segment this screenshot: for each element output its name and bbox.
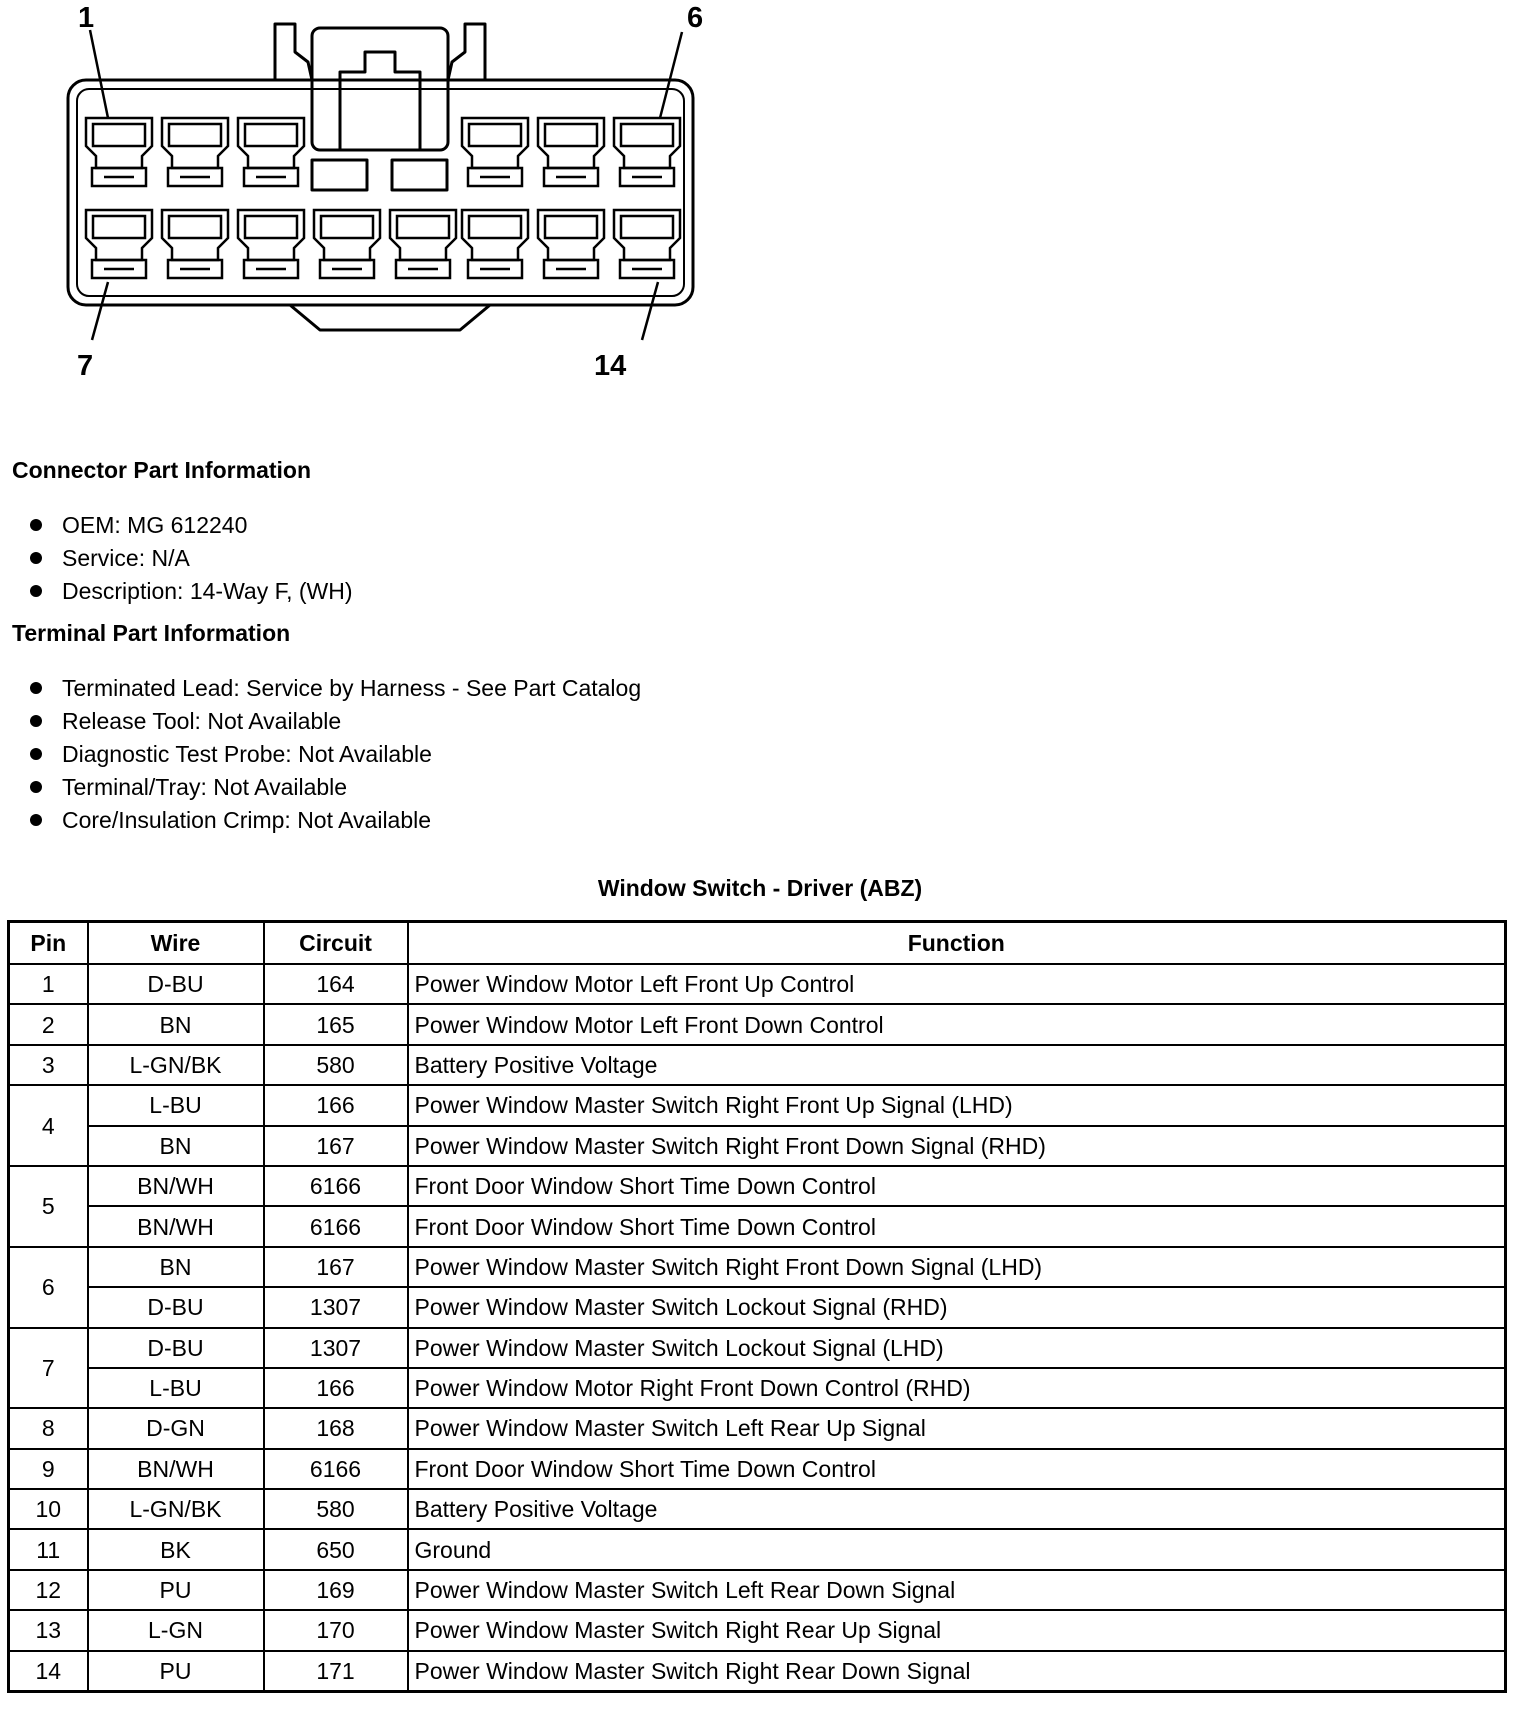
- table-row: [9, 1570, 1506, 1610]
- table-row: [9, 1166, 1506, 1206]
- wire-cell: PU: [88, 1570, 264, 1610]
- table-row: [9, 1287, 1506, 1327]
- function-cell: Power Window Master Switch Right Front Up Signal (LHD): [408, 1085, 1506, 1125]
- table-header-row: [9, 922, 1506, 965]
- table-row: [9, 1610, 1506, 1650]
- circuit-cell: 6166: [264, 1166, 408, 1206]
- circuit-cell: 580: [264, 1045, 408, 1085]
- terminal-cavity: [614, 210, 680, 260]
- list-item: Description: 14-Way F, (WH): [28, 575, 353, 608]
- circuit-cell: 580: [264, 1489, 408, 1529]
- connector-info-heading: Connector Part Information: [12, 457, 312, 483]
- table-row: [9, 1126, 1506, 1166]
- list-item: Core/Insulation Crimp: Not Available: [28, 804, 641, 837]
- function-cell: Battery Positive Voltage: [408, 1489, 1506, 1529]
- pin-cell: 3: [9, 1045, 88, 1085]
- column-header-function: Function: [408, 922, 1506, 965]
- terminal-cavity: [162, 210, 228, 260]
- wire-cell: PU: [88, 1651, 264, 1692]
- connector-info-list: [28, 509, 353, 608]
- function-cell: Power Window Motor Left Front Up Control: [408, 964, 1506, 1004]
- terminal-cavity: [86, 210, 152, 260]
- bullet-icon: [30, 585, 42, 597]
- table-row: [9, 1206, 1506, 1246]
- pin-cell: 13: [9, 1610, 88, 1650]
- table-row: [9, 1529, 1506, 1569]
- circuit-cell: 166: [264, 1085, 408, 1125]
- circuit-cell: 1307: [264, 1287, 408, 1327]
- table-row: [9, 1408, 1506, 1448]
- bullet-icon: [30, 814, 42, 826]
- table-row: [9, 1489, 1506, 1529]
- function-cell: Ground: [408, 1529, 1506, 1569]
- table-row: [9, 1247, 1506, 1287]
- wire-cell: D-BU: [88, 1328, 264, 1368]
- wire-cell: D-BU: [88, 964, 264, 1004]
- pin-cell: 4: [9, 1085, 88, 1166]
- function-cell: Power Window Motor Right Front Down Control (RHD): [408, 1368, 1506, 1408]
- pin-cell: 14: [9, 1651, 88, 1692]
- wire-cell: L-GN/BK: [88, 1489, 264, 1529]
- circuit-cell: 169: [264, 1570, 408, 1610]
- list-item: Service: N/A: [28, 542, 353, 575]
- wire-cell: D-GN: [88, 1408, 264, 1448]
- table-row: [9, 1368, 1506, 1408]
- terminal-cavity: [390, 210, 456, 260]
- bullet-icon: [30, 682, 42, 694]
- pin-cell: 1: [9, 964, 88, 1004]
- column-header-wire: Wire: [88, 922, 264, 965]
- circuit-cell: 650: [264, 1529, 408, 1569]
- function-cell: Power Window Motor Left Front Down Control: [408, 1004, 1506, 1044]
- table-row: [9, 1085, 1506, 1125]
- bullet-icon: [30, 748, 42, 760]
- terminal-cavity: [314, 210, 380, 260]
- function-cell: Front Door Window Short Time Down Control: [408, 1166, 1506, 1206]
- circuit-cell: 167: [264, 1126, 408, 1166]
- table-row: [9, 1651, 1506, 1692]
- function-cell: Power Window Master Switch Right Front Down Signal (LHD): [408, 1247, 1506, 1287]
- circuit-cell: 171: [264, 1651, 408, 1692]
- connector-outline: [50, 0, 730, 400]
- circuit-cell: 6166: [264, 1449, 408, 1489]
- table-title: Window Switch - Driver (ABZ): [597, 875, 923, 901]
- pin-cell: 9: [9, 1449, 88, 1489]
- pin-cell: 2: [9, 1004, 88, 1044]
- wire-cell: L-BU: [88, 1368, 264, 1408]
- wire-cell: BK: [88, 1529, 264, 1569]
- terminal-info-list: [28, 672, 641, 837]
- terminal-cavity: [614, 118, 680, 168]
- terminal-info-heading: Terminal Part Information: [12, 620, 291, 646]
- function-cell: Power Window Master Switch Right Rear Up Signal: [408, 1610, 1506, 1650]
- terminal-cavity: [238, 210, 304, 260]
- pin-callout-7: 7: [77, 350, 94, 382]
- wire-cell: BN/WH: [88, 1449, 264, 1489]
- list-item: Release Tool: Not Available: [28, 705, 641, 738]
- function-cell: Power Window Master Switch Right Front Down Signal (RHD): [408, 1126, 1506, 1166]
- function-cell: Battery Positive Voltage: [408, 1045, 1506, 1085]
- pin-cell: 5: [9, 1166, 88, 1247]
- function-cell: Power Window Master Switch Right Rear Down Signal: [408, 1651, 1506, 1692]
- wire-cell: L-GN: [88, 1610, 264, 1650]
- pin-callout-14: 14: [594, 350, 627, 382]
- circuit-cell: 166: [264, 1368, 408, 1408]
- bullet-icon: [30, 715, 42, 727]
- wire-cell: BN: [88, 1004, 264, 1044]
- pin-cell: 7: [9, 1328, 88, 1409]
- connector-face-diagram: [50, 0, 730, 400]
- list-item: Diagnostic Test Probe: Not Available: [28, 738, 641, 771]
- list-item: Terminated Lead: Service by Harness - See Part Catalog: [28, 672, 641, 705]
- wire-cell: D-BU: [88, 1287, 264, 1327]
- list-item: OEM: MG 612240: [28, 509, 353, 542]
- circuit-cell: 1307: [264, 1328, 408, 1368]
- circuit-cell: 164: [264, 964, 408, 1004]
- function-cell: Front Door Window Short Time Down Control: [408, 1206, 1506, 1246]
- terminal-cavity: [238, 118, 304, 168]
- terminal-cavity: [162, 118, 228, 168]
- function-cell: Front Door Window Short Time Down Control: [408, 1449, 1506, 1489]
- column-header-pin: Pin: [9, 922, 88, 965]
- wire-cell: BN: [88, 1126, 264, 1166]
- pin-cell: 8: [9, 1408, 88, 1448]
- circuit-cell: 170: [264, 1610, 408, 1650]
- function-cell: Power Window Master Switch Lockout Signal (LHD): [408, 1328, 1506, 1368]
- terminal-cavity: [538, 210, 604, 260]
- circuit-cell: 168: [264, 1408, 408, 1448]
- pin-callout-1: 1: [78, 2, 95, 34]
- bullet-icon: [30, 781, 42, 793]
- terminal-cavity: [86, 118, 152, 168]
- table-row: [9, 964, 1506, 1004]
- pin-cell: 6: [9, 1247, 88, 1328]
- pin-cell: 11: [9, 1529, 88, 1569]
- table-row: [9, 1004, 1506, 1044]
- bullet-icon: [30, 552, 42, 564]
- wire-cell: BN/WH: [88, 1206, 264, 1246]
- circuit-cell: 6166: [264, 1206, 408, 1246]
- function-cell: Power Window Master Switch Left Rear Up Signal: [408, 1408, 1506, 1448]
- pin-callout-6: 6: [687, 2, 704, 34]
- wire-cell: BN/WH: [88, 1166, 264, 1206]
- terminal-cavity: [462, 210, 528, 260]
- wire-cell: BN: [88, 1247, 264, 1287]
- table-row: [9, 1045, 1506, 1085]
- function-cell: Power Window Master Switch Left Rear Down Signal: [408, 1570, 1506, 1610]
- list-item: Terminal/Tray: Not Available: [28, 771, 641, 804]
- circuit-cell: 167: [264, 1247, 408, 1287]
- circuit-cell: 165: [264, 1004, 408, 1044]
- pin-cell: 10: [9, 1489, 88, 1529]
- terminal-cavity: [538, 118, 604, 168]
- wire-cell: L-GN/BK: [88, 1045, 264, 1085]
- wire-cell: L-BU: [88, 1085, 264, 1125]
- column-header-circuit: Circuit: [264, 922, 408, 965]
- bullet-icon: [30, 519, 42, 531]
- table-row: [9, 1449, 1506, 1489]
- terminal-cavity: [462, 118, 528, 168]
- pinout-table: [7, 920, 1507, 1693]
- function-cell: Power Window Master Switch Lockout Signal (RHD): [408, 1287, 1506, 1327]
- pin-cell: 12: [9, 1570, 88, 1610]
- table-row: [9, 1328, 1506, 1368]
